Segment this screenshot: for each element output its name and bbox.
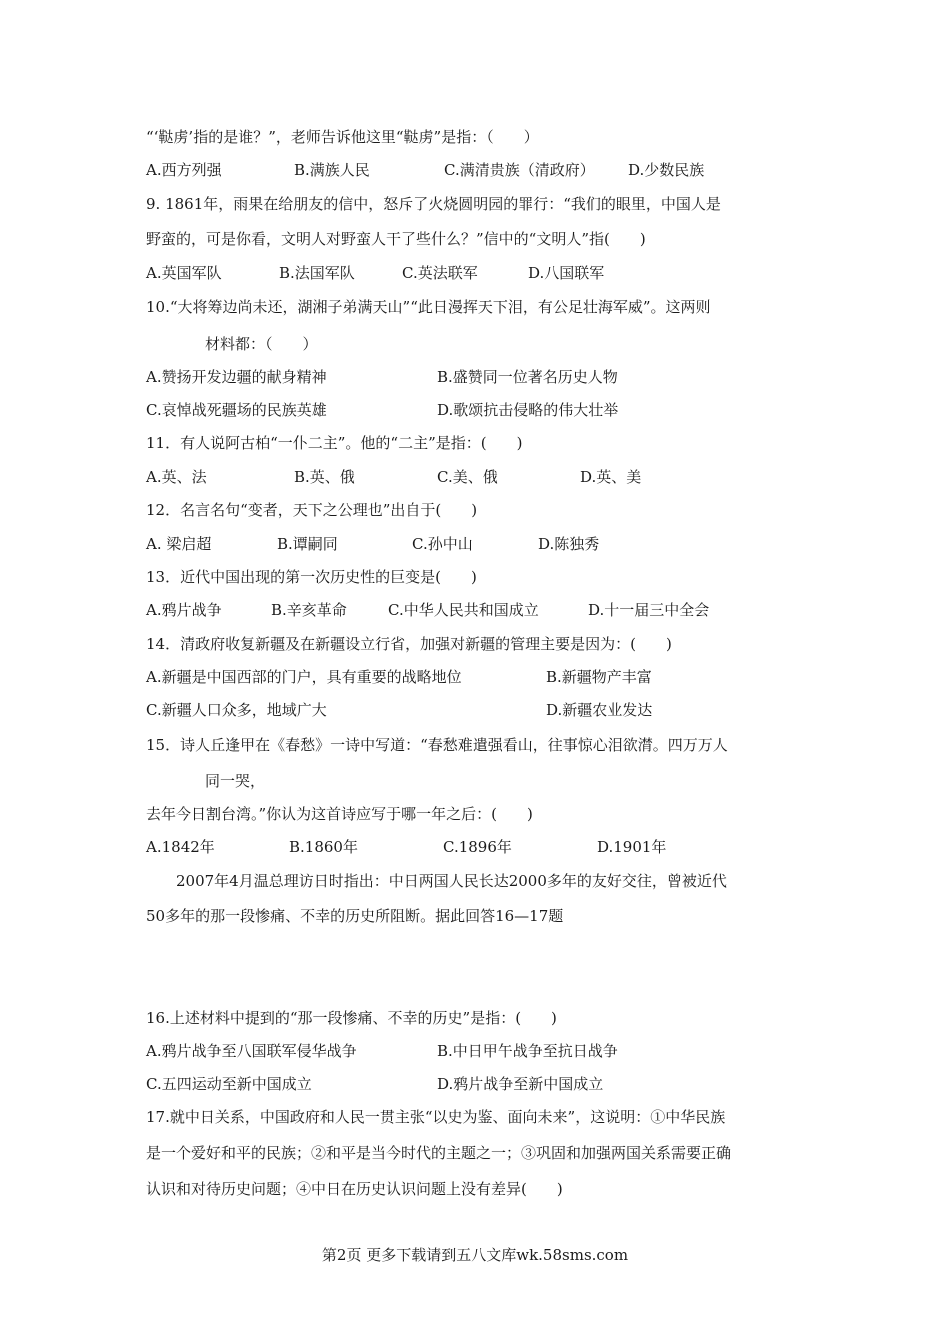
page-footer: 第2页 更多下载请到五八文库wk.58sms.com xyxy=(321,1246,629,1264)
q15-stem-line2: 同一哭， xyxy=(205,772,266,790)
q11-option-a: A.英、法 xyxy=(146,468,207,486)
material-line2: 50多年的那一段惨痛、不幸的历史所阻断。据此回答16—17题 xyxy=(146,907,564,925)
q10-option-c: C.哀悼战死疆场的民族英雄 xyxy=(146,401,327,419)
q9-stem-line1: 9. 1861年，雨果在给朋友的信中，怒斥了火烧圆明园的罪行：“我们的眼里，中国人是 xyxy=(146,195,721,213)
q17-stem-line1: 17.就中日关系，中国政府和人民一贯主张“以史为鉴、面向未来”，这说明：①中华民族 xyxy=(146,1108,726,1126)
q16-option-b: B.中日甲午战争至抗日战争 xyxy=(437,1042,618,1060)
q13-option-d: D.十一届三中全会 xyxy=(588,601,710,619)
q9-option-b: B.法国军队 xyxy=(279,264,355,282)
q13-stem: 13．近代中国出现的第一次历史性的巨变是( ) xyxy=(146,568,477,586)
q14-option-a: A.新疆是中国西部的门户，具有重要的战略地位 xyxy=(146,668,462,686)
q10-option-a: A.赞扬开发边疆的献身精神 xyxy=(146,368,327,386)
q14-stem: 14．清政府收复新疆及在新疆设立行省，加强对新疆的管理主要是因为：( ) xyxy=(146,635,672,653)
q14-option-d: D.新疆农业发达 xyxy=(546,701,653,719)
q16-stem: 16.上述材料中提到的“那一段惨痛、不幸的历史”是指：( ) xyxy=(146,1009,557,1027)
q15-option-c: C.1896年 xyxy=(443,838,512,856)
q15-option-a: A.1842年 xyxy=(146,838,215,856)
q8-option-d: D.少数民族 xyxy=(628,161,705,179)
q16-option-a: A.鸦片战争至八国联军侵华战争 xyxy=(146,1042,357,1060)
q14-option-c: C.新疆人口众多，地域广大 xyxy=(146,701,327,719)
q17-stem-line3: 认识和对待历史问题；④中日在历史认识问题上没有差异( ) xyxy=(146,1180,563,1198)
q13-option-b: B.辛亥革命 xyxy=(271,601,347,619)
q9-stem-line2: 野蛮的，可是你看，文明人对野蛮人干了些什么？”信中的“文明人”指( ) xyxy=(146,230,646,248)
material-line1: 2007年4月温总理访日时指出：中日两国人民长达2000多年的友好交往，曾被近代 xyxy=(176,872,727,890)
q17-stem-line2: 是一个爱好和平的民族；②和平是当今时代的主题之一；③巩固和加强两国关系需要正确 xyxy=(146,1144,732,1162)
q15-stem-line1: 15．诗人丘逢甲在《春愁》一诗中写道：“春愁难遣强看山，往事惊心泪欲潸。四万万人 xyxy=(146,736,728,754)
q8-option-b: B.满族人民 xyxy=(294,161,370,179)
q14-option-b: B.新疆物产丰富 xyxy=(546,668,652,686)
q8-option-c: C.满清贵族（清政府） xyxy=(444,161,595,179)
q10-option-b: B.盛赞同一位著名历史人物 xyxy=(437,368,618,386)
q9-option-a: A.英国军队 xyxy=(146,264,222,282)
q15-option-b: B.1860年 xyxy=(289,838,358,856)
q12-stem: 12．名言名句“变者，天下之公理也”出自于( ) xyxy=(146,501,478,519)
q12-option-c: C.孙中山 xyxy=(412,535,473,553)
q8-option-a: A.西方列强 xyxy=(146,161,222,179)
q9-option-c: C.英法联军 xyxy=(402,264,478,282)
q13-option-a: A.鸦片战争 xyxy=(146,601,222,619)
q15-option-d: D.1901年 xyxy=(597,838,667,856)
q12-option-d: D.陈独秀 xyxy=(538,535,600,553)
q11-option-d: D.英、美 xyxy=(580,468,642,486)
q10-stem-line1: 10.“大将筹边尚未还，湖湘子弟满天山”“此日漫挥天下泪，有公足壮海军威”。这两则 xyxy=(146,298,711,316)
q10-stem-line2: 材料都：（ ） xyxy=(205,335,318,353)
q12-option-b: B.谭嗣同 xyxy=(277,535,338,553)
q15-stem-line3: 去年今日割台湾。”你认为这首诗应写于哪一年之后：( ) xyxy=(146,805,533,823)
q11-option-b: B.英、俄 xyxy=(294,468,355,486)
q12-option-a: A. 梁启超 xyxy=(146,535,212,553)
q10-option-d: D.歌颂抗击侵略的伟大壮举 xyxy=(437,401,619,419)
q16-option-c: C.五四运动至新中国成立 xyxy=(146,1075,312,1093)
q11-option-c: C.美、俄 xyxy=(437,468,498,486)
q13-option-c: C.中华人民共和国成立 xyxy=(388,601,539,619)
q8-stem-tail: “‘鞑虏’指的是谁？”，老师告诉他这里“鞑虏”是指：（ ） xyxy=(146,128,539,146)
q9-option-d: D.八国联军 xyxy=(528,264,605,282)
q11-stem: 11．有人说阿古柏“一仆二主”。他的“二主”是指：( ) xyxy=(146,434,523,452)
q16-option-d: D.鸦片战争至新中国成立 xyxy=(437,1075,604,1093)
